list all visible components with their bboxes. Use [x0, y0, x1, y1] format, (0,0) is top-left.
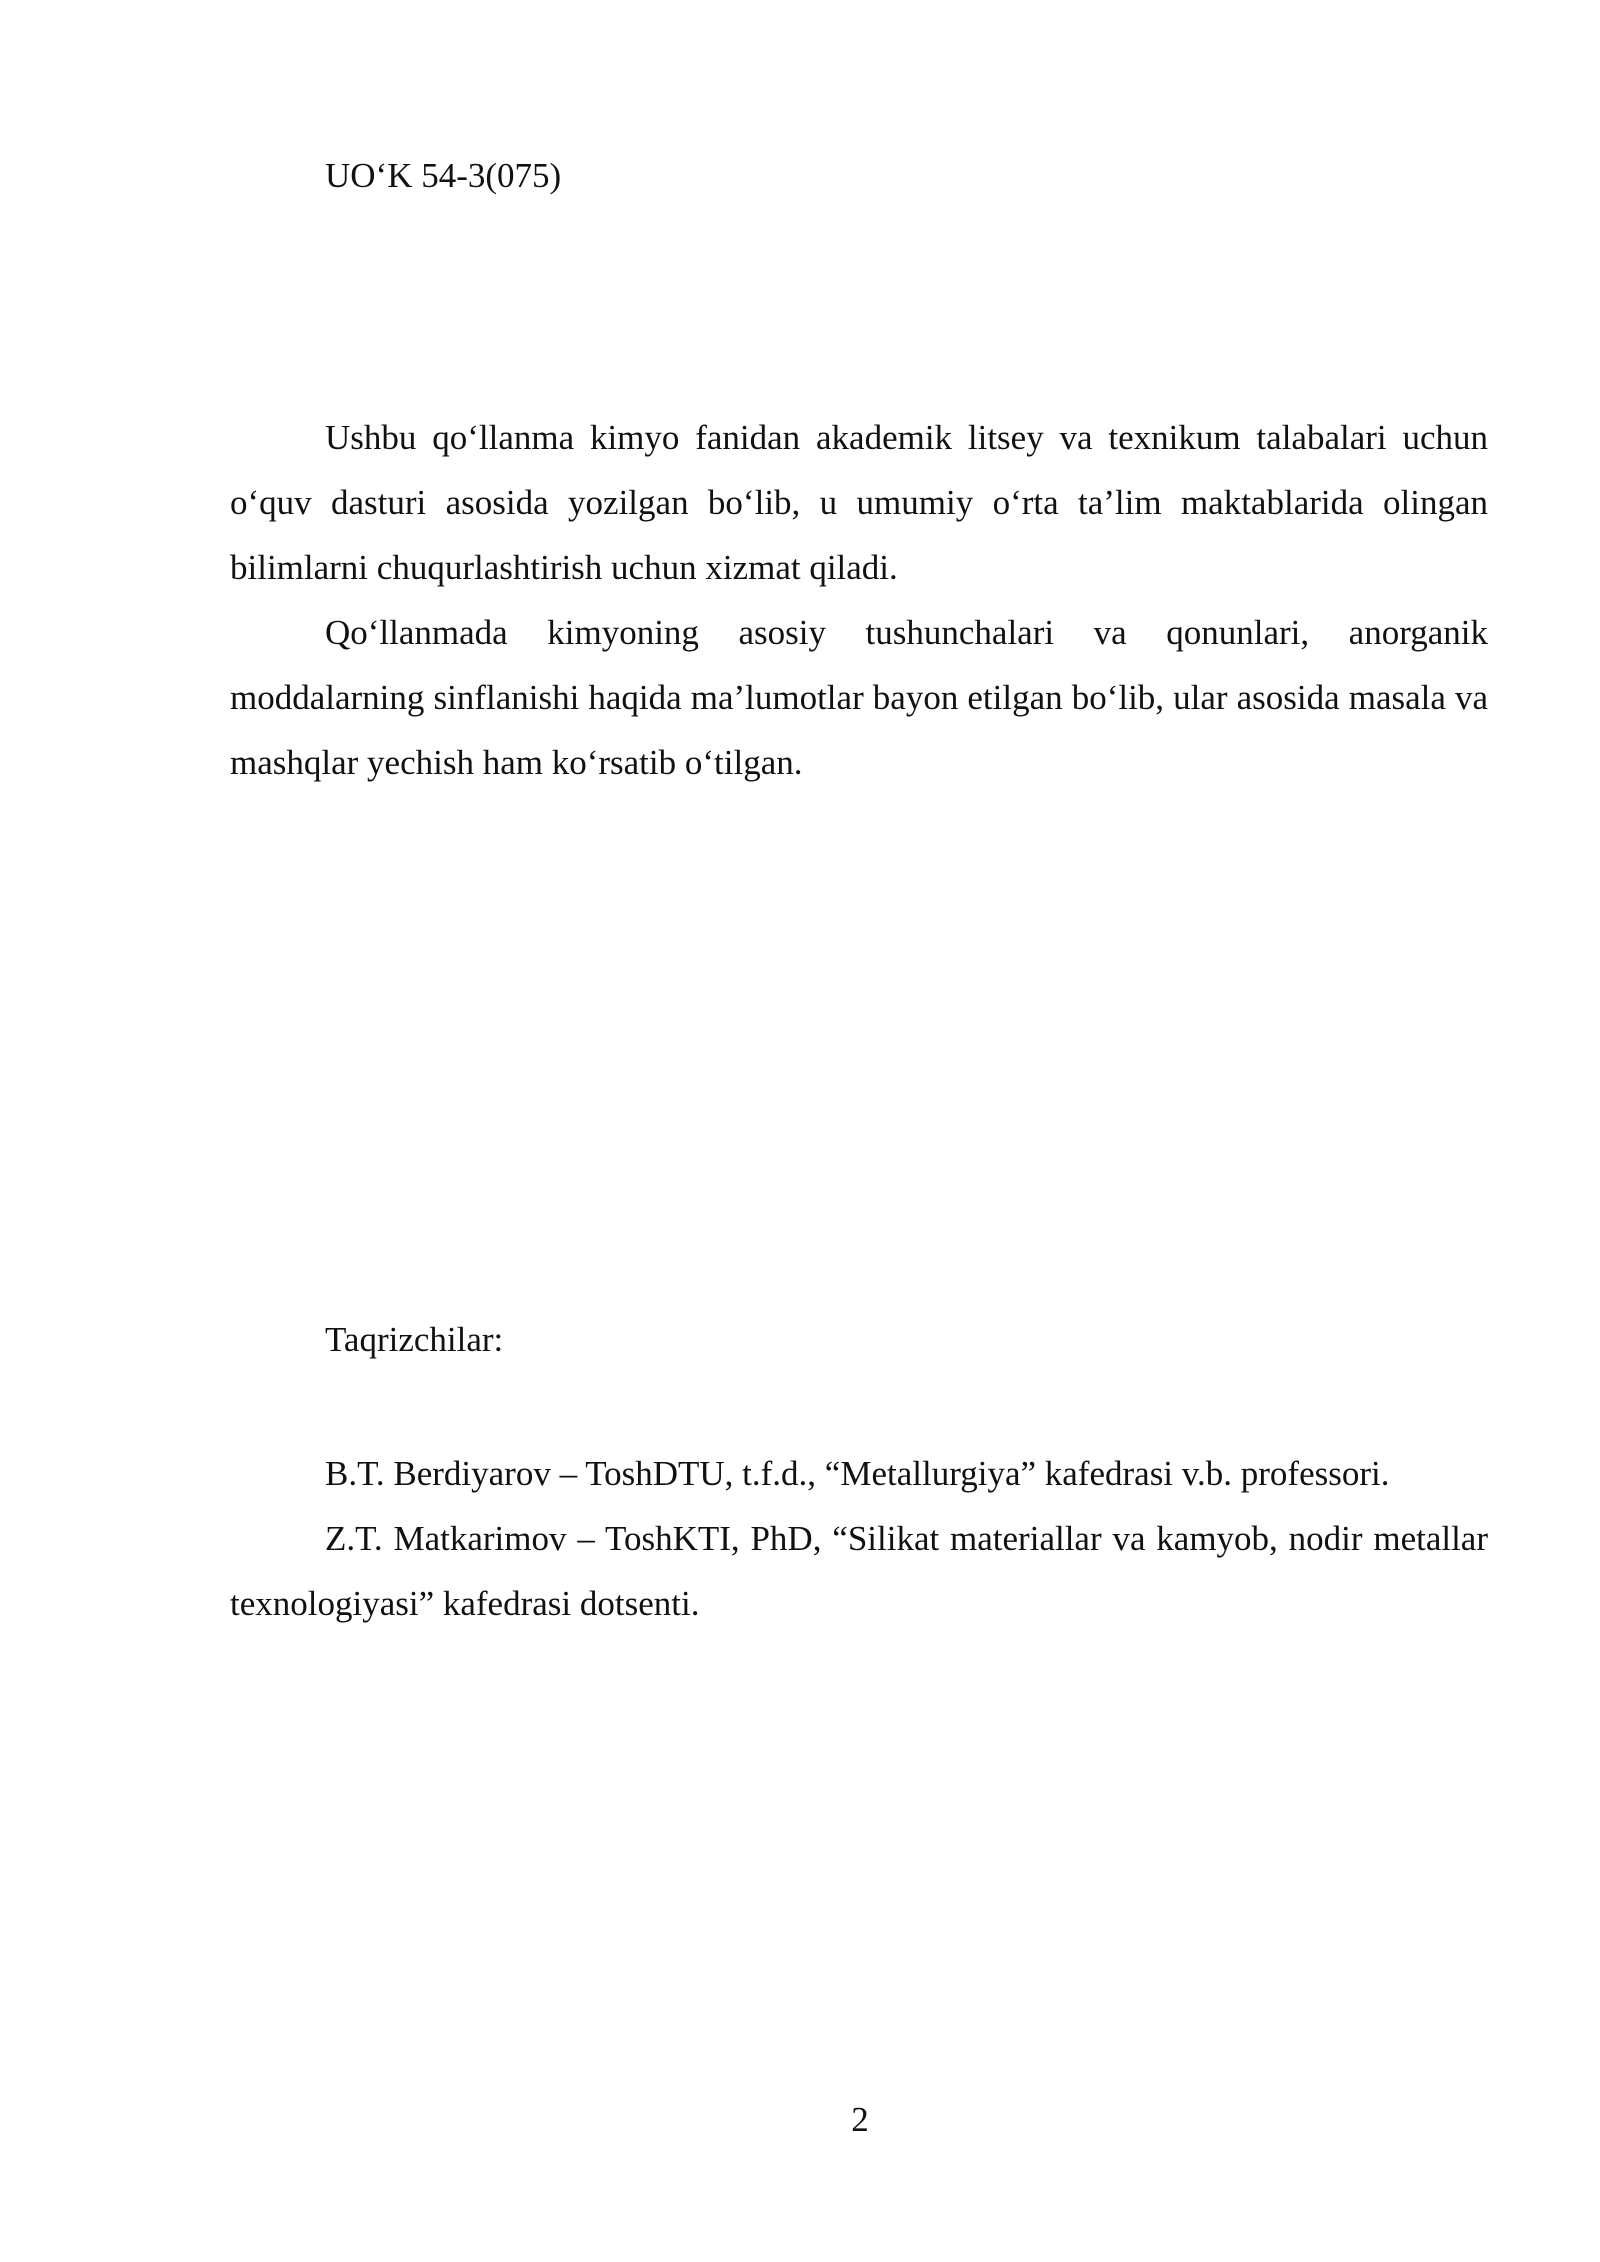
reviewer-1: B.T. Berdiyarov – ToshDTU, t.f.d., “Metallurgiya” kafedrasi v.b. professori.	[325, 1454, 1390, 1493]
reviewers-heading: Taqrizchilar:	[325, 1320, 504, 1359]
reviewer-2: Z.T. Matkarimov – ToshKTI, PhD, “Silikat materiallar va kamyob, nodir metallar texnologiyasi” kafedrasi dotsenti.	[230, 1519, 1488, 1623]
annotation-paragraph-1: Ushbu qo‘llanma kimyo fanidan akademik litsey va texnikum talabalari uchun o‘quv dasturi asosida yozilgan bo‘lib, u umumiy o‘rta ta’lim maktablarida olingan bilimlarni chuqurlashtirish uchun xizmat qiladi.	[230, 418, 1488, 587]
reviewers-list	[230, 1441, 1488, 1636]
annotation-paragraph-2: Qo‘llanmada kimyoning asosiy tushunchalari va qonunlari, anorganik moddalarning sinflanishi haqida ma’lumotlar bayon etilgan bo‘lib, ular asosida masala va mashqlar yechish ham ko‘rsatib o‘tilgan.	[230, 613, 1488, 782]
udk-code: UO‘K 54-3(075)	[325, 156, 562, 195]
page-number: 2	[851, 2100, 869, 2139]
annotation	[230, 405, 1488, 795]
